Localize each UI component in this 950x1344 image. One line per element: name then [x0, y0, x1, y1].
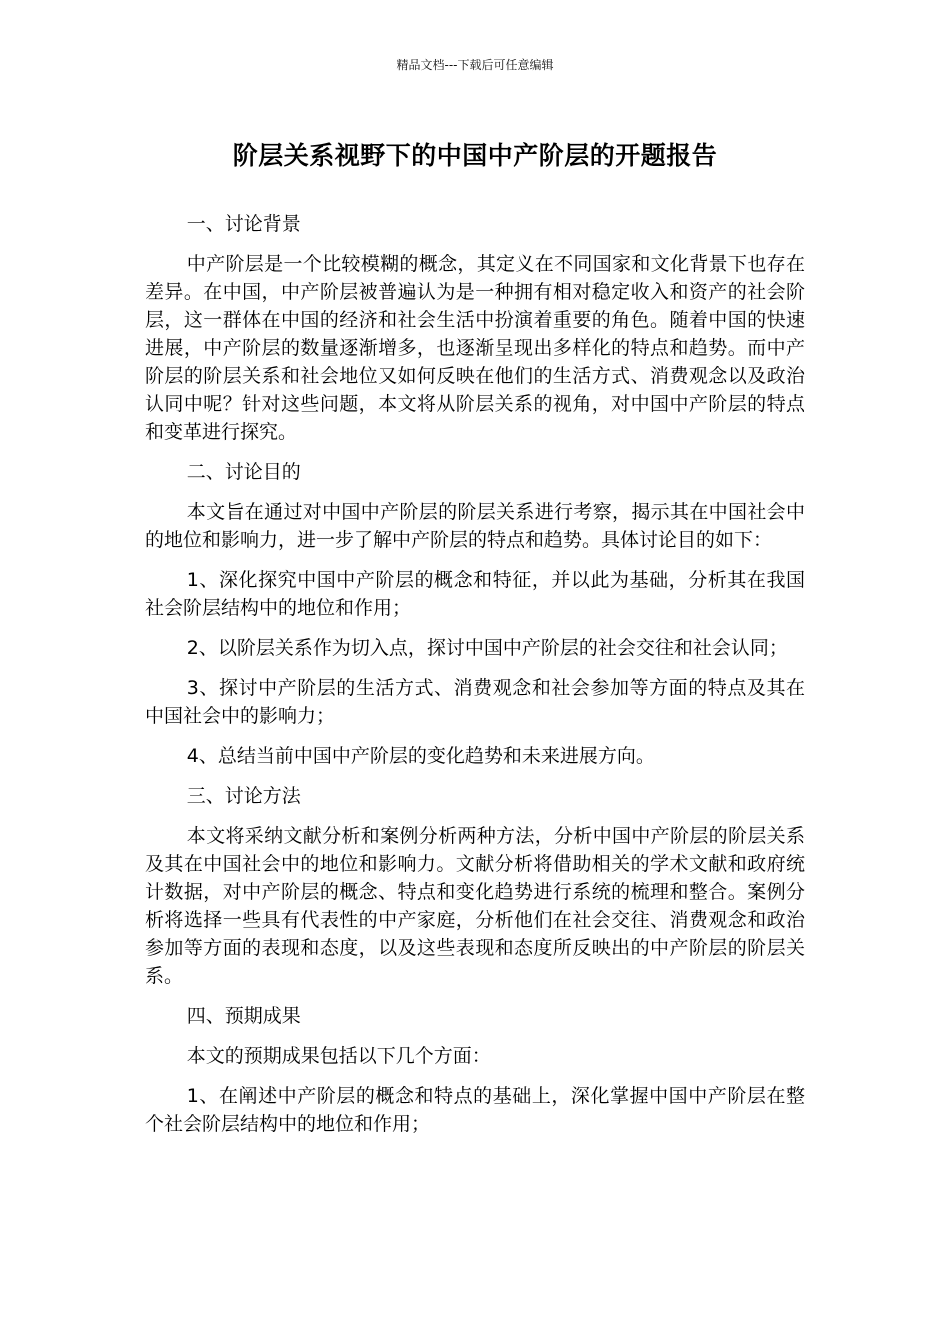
results-item-1: 1、在阐述中产阶层的概念和特点的基础上，深化掌握中国中产阶层在整个社会阶层结构中的地位和作用； — [145, 1085, 805, 1135]
section-heading-method: 三、讨论方法 — [186, 785, 301, 807]
purpose-item-2: 2、以阶层关系作为切入点，探讨中国中产阶层的社会交往和社会认同； — [186, 637, 788, 659]
document-title: 阶层关系视野下的中国中产阶层的开题报告 — [232, 141, 718, 170]
purpose-item-3: 3、探讨中产阶层的生活方式、消费观念和社会参加等方面的特点及其在中国社会中的影响力； — [145, 677, 805, 727]
section-heading-results: 四、预期成果 — [186, 1005, 301, 1027]
page-header: 精品文档---下载后可任意编辑 — [396, 58, 554, 72]
purpose-item-1: 1、深化探究中国中产阶层的概念和特征，并以此为基础，分析其在我国社会阶层结构中的地位和作用； — [145, 569, 805, 619]
section-heading-background: 一、讨论背景 — [186, 213, 301, 235]
purpose-item-4: 4、总结当前中国中产阶层的变化趋势和未来进展方向。 — [186, 745, 655, 767]
paragraph-background: 中产阶层是一个比较模糊的概念，其定义在不同国家和文化背景下也存在差异。在中国，中产阶层被普遍认为是一种拥有相对稳定收入和资产的社会阶层，这一群体在中国的经济和社会生活中扮演着重要的角色。随着中国的快速进展，中产阶层的数量逐渐增多，也逐渐呈现出多样化的特点和趋势。而中产阶层的阶层关系和社会地位又如何反映在他们的生活方式、消费观念以及政治认同中呢？针对这些问题，本文将从阶层关系的视角，对中国中产阶层的特点和变革进行探究。 — [145, 253, 805, 443]
paragraph-method: 本文将采纳文献分析和案例分析两种方法，分析中国中产阶层的阶层关系及其在中国社会中的地位和影响力。文献分析将借助相关的学术文献和政府统计数据，对中产阶层的概念、特点和变化趋势进行系统的梳理和整合。案例分析将选择一些具有代表性的中产家庭，分析他们在社会交往、消费观念和政治参加等方面的表现和态度，以及这些表现和态度所反映出的中产阶层的阶层关系。 — [145, 825, 805, 987]
section-heading-purpose: 二、讨论目的 — [186, 461, 301, 483]
paragraph-results-intro: 本文的预期成果包括以下几个方面： — [186, 1045, 491, 1067]
document-body — [145, 210, 805, 1150]
paragraph-purpose-intro: 本文旨在通过对中国中产阶层的阶层关系进行考察，揭示其在中国社会中的地位和影响力，进一步了解中产阶层的特点和趋势。具体讨论目的如下： — [145, 501, 805, 551]
